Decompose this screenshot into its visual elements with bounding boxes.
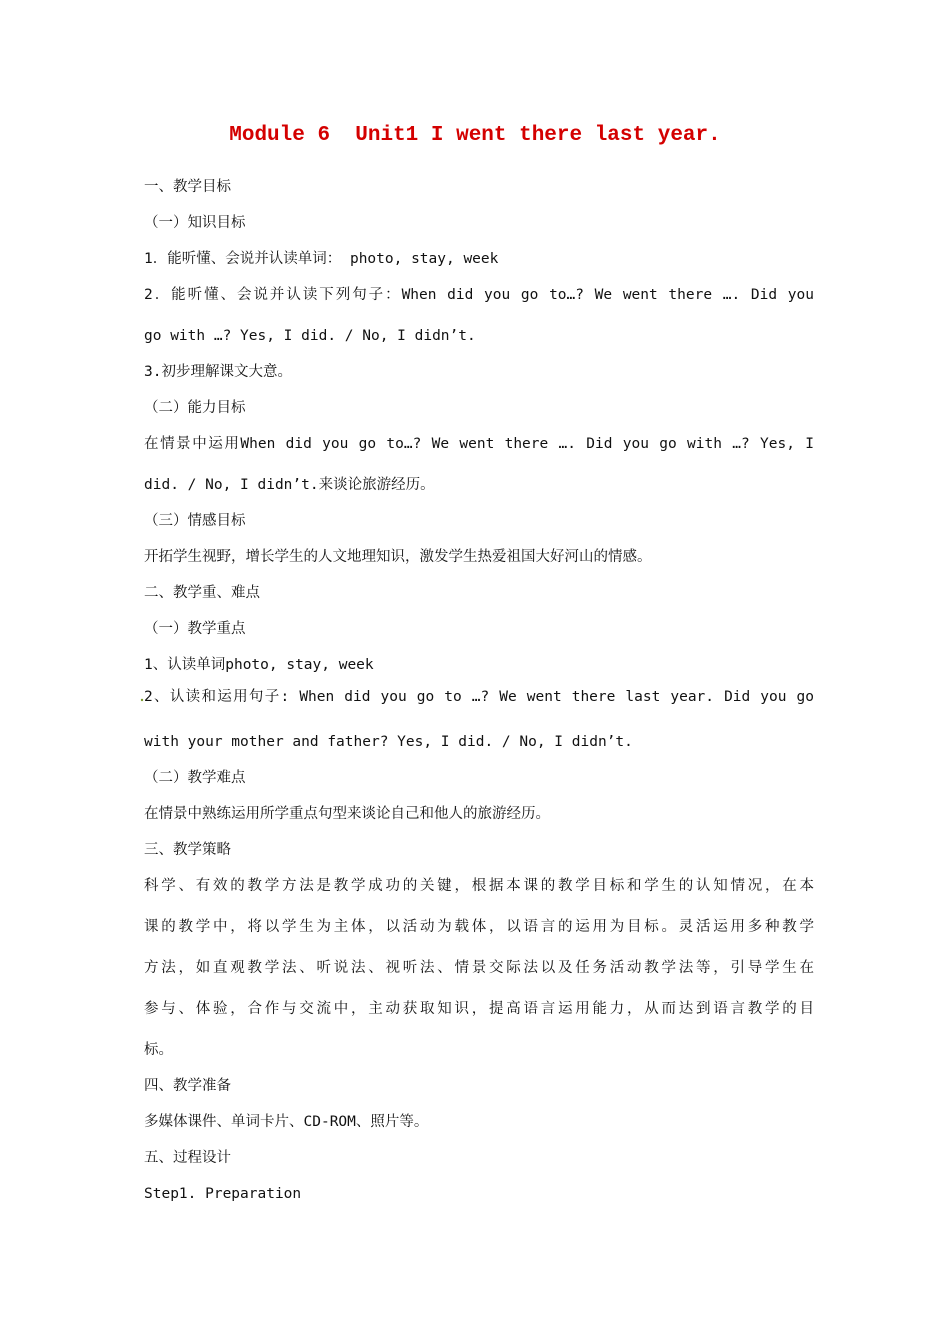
text-line: did. / No, I didn’t.来谈论旅游经历。 [144, 477, 435, 493]
text-line: 1．能听懂、会说并认读单词： photo, stay, week [144, 251, 499, 267]
text-line: 参与、体验，合作与交流中，主动获取知识，提高语言运用能力，从而达到语言教学的目 [144, 1001, 814, 1017]
text-line: 科学、有效的教学方法是教学成功的关键，根据本课的教学目标和学生的认知情况，在本 [144, 878, 814, 894]
subheading-difficult: （二）教学难点 [144, 770, 246, 786]
text-line: 1、认读单词photo, stay, week [144, 657, 374, 673]
text-line: 3.初步理解课文大意。 [144, 364, 292, 380]
subheading-ability: （二）能力目标 [144, 400, 246, 416]
document-title: Module 6 Unit1 I went there last year. [229, 124, 721, 147]
text-line: 课的教学中，将以学生为主体，以活动为载体，以语言的运用为目标。灵活运用多种教学 [144, 919, 814, 935]
text-line: go with …? Yes, I did. / No, I didn’t. [144, 328, 476, 344]
text-line: 标。 [144, 1042, 173, 1058]
text-line: 方法，如直观教学法、听说法、视听法、情景交际法以及任务活动教学法等，引导学生在 [144, 960, 814, 976]
text-line: 2、认读和运用句子: When did you go to …? We went there last year. Did you go [144, 689, 814, 705]
text-line: with your mother and father? Yes, I did. / No, I didn’t. [144, 734, 633, 750]
text-line: 在情景中熟练运用所学重点句型来谈论自己和他人的旅游经历。 [144, 806, 550, 822]
section-heading-key-points: 二、教学重、难点 [144, 585, 260, 601]
step-heading: Step1. Preparation [144, 1186, 302, 1202]
section-heading-strategy: 三、教学策略 [144, 842, 231, 858]
text-line: 在情景中运用When did you go to…? We went there …. Did you go with …? Yes, I [144, 436, 814, 452]
subheading-emotion: （三）情感目标 [144, 513, 246, 529]
section-heading-process: 五、过程设计 [144, 1150, 231, 1166]
section-heading-preparation: 四、教学准备 [144, 1078, 231, 1094]
text-line: 开拓学生视野，增长学生的人文地理知识，激发学生热爱祖国大好河山的情感。 [144, 549, 652, 565]
text-line: 2．能听懂、会说并认读下列句子：When did you go to…? We went there …. Did you [144, 287, 814, 303]
stray-mark-icon [140, 698, 144, 702]
text-line: 多媒体课件、单词卡片、CD-ROM、照片等。 [144, 1114, 429, 1130]
subheading-key: （一）教学重点 [144, 621, 246, 637]
subheading-knowledge: （一）知识目标 [144, 215, 246, 231]
section-heading-objectives: 一、教学目标 [144, 179, 231, 195]
